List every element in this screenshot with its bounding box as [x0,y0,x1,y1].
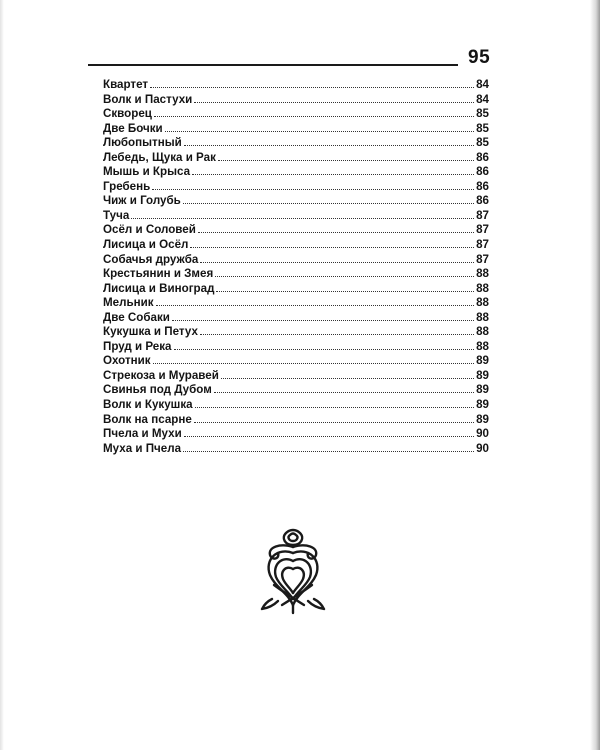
toc-entry [103,93,489,108]
toc-entry [103,238,489,253]
dot-leader [195,407,475,408]
toc-entry [103,151,489,166]
toc-entry-title: Волк на псарне [103,412,192,426]
dot-leader [192,174,474,175]
toc-entry-title: Скворец [103,107,152,121]
toc-entry-title: Муха и Пчела [103,441,182,455]
toc-entry [103,107,489,122]
toc-entry [103,267,489,282]
toc-entry-page: 84 [476,92,489,106]
dot-leader [200,262,474,263]
dot-leader [131,218,474,219]
toc-entry-page: 87 [476,223,489,237]
toc-entry-title: Мышь и Крыса [103,165,191,179]
toc-entry-title: Осёл и Соловей [103,223,196,237]
dot-leader [172,320,474,321]
toc-entry-title: Кукушка и Петух [103,325,198,339]
toc-entry [103,180,489,195]
toc-entry-title: Лисица и Виноград [103,281,215,295]
dot-leader [183,451,474,452]
toc-entry-page: 90 [476,427,489,441]
toc-entry-page: 89 [476,412,489,426]
dot-leader [183,203,474,204]
toc-entry-page: 88 [476,281,489,295]
dot-leader [184,145,474,146]
dot-leader [153,363,475,364]
toc-entry-page: 88 [476,310,489,324]
toc-entry-page: 89 [476,398,489,412]
toc-entry [103,282,489,297]
toc-entry-page: 87 [476,238,489,252]
toc-entry [103,354,489,369]
toc-entry [103,136,489,151]
page-number: 95 [468,47,491,68]
toc-entry-page: 88 [476,339,489,353]
dot-leader [216,291,474,292]
toc-entry-page: 85 [476,136,489,150]
toc-entry-title: Охотник [103,354,151,368]
toc-entry-title: Пчела и Мухи [103,427,182,441]
toc-entry-page: 86 [476,194,489,208]
toc-entry-page: 89 [476,354,489,368]
dot-leader [198,232,474,233]
toc-entry [103,369,489,384]
dot-leader [165,131,474,132]
toc-entry-title: Квартет [103,78,149,91]
dot-leader [154,116,474,117]
toc-entry-page: 89 [476,368,489,382]
dot-leader [150,87,474,88]
toc-entry-title: Гребень [103,179,151,193]
toc-entry-title: Две Собаки [103,310,170,324]
toc-entry-page: 87 [476,208,489,222]
toc-entry [103,383,489,398]
toc-entry [103,442,489,457]
dot-leader [215,276,474,277]
toc-entry-page: 88 [476,325,489,339]
toc-entry [103,311,489,326]
toc-entry-title: Чиж и Голубь [103,194,181,208]
toc-entry-title: Любопытный [103,136,182,150]
toc-entry-page: 89 [476,383,489,397]
dot-leader [214,392,474,393]
toc-entry [103,325,489,340]
dot-leader [221,378,474,379]
page-edge-shadow-left [0,0,4,750]
toc-entry [103,209,489,224]
toc-entry-title: Туча [103,208,130,222]
toc-entry [103,340,489,355]
toc-entry-page: 86 [476,150,489,164]
dot-leader [194,422,474,423]
dot-leader [200,334,474,335]
toc-entry-page: 86 [476,179,489,193]
dot-leader [194,102,474,103]
toc-entry [103,253,489,268]
dot-leader [156,305,475,306]
table-of-contents [103,78,489,456]
dot-leader [174,349,475,350]
toc-entry-title: Свинья под Дубом [103,383,212,397]
toc-entry [103,413,489,428]
toc-entry-title: Лисица и Осёл [103,238,189,252]
toc-entry-title: Лебедь, Щука и Рак [103,150,216,164]
dot-leader [218,160,474,161]
toc-entry [103,296,489,311]
toc-entry-title: Две Бочки [103,121,163,135]
toc-entry [103,78,489,93]
toc-entry-page: 85 [476,121,489,135]
toc-entry-title: Волк и Кукушка [103,398,193,412]
dot-leader [152,189,474,190]
toc-entry [103,194,489,209]
toc-entry [103,398,489,413]
toc-entry-title: Собачья дружба [103,252,199,266]
toc-entry-page: 90 [476,441,489,455]
header-rule [88,64,458,66]
dot-leader [184,436,474,437]
toc-entry-title: Волк и Пастухи [103,92,193,106]
toc-entry [103,122,489,137]
toc-entry-page: 88 [476,267,489,281]
toc-entry-title: Пруд и Река [103,339,172,353]
celtic-knot-icon [258,525,328,615]
toc-entry-title: Крестьянин и Змея [103,267,214,281]
toc-entry [103,427,489,442]
toc-entry-title: Мельник [103,296,154,310]
toc-entry-page: 86 [476,165,489,179]
toc-entry-page: 85 [476,107,489,121]
toc-entry-title: Стрекоза и Муравей [103,368,219,382]
toc-entry [103,223,489,238]
toc-entry-page: 84 [476,78,489,91]
toc-entry-page: 87 [476,252,489,266]
page-edge-shadow-right [590,0,600,750]
toc-entry [103,165,489,180]
toc-entry-page: 88 [476,296,489,310]
dot-leader [190,247,474,248]
